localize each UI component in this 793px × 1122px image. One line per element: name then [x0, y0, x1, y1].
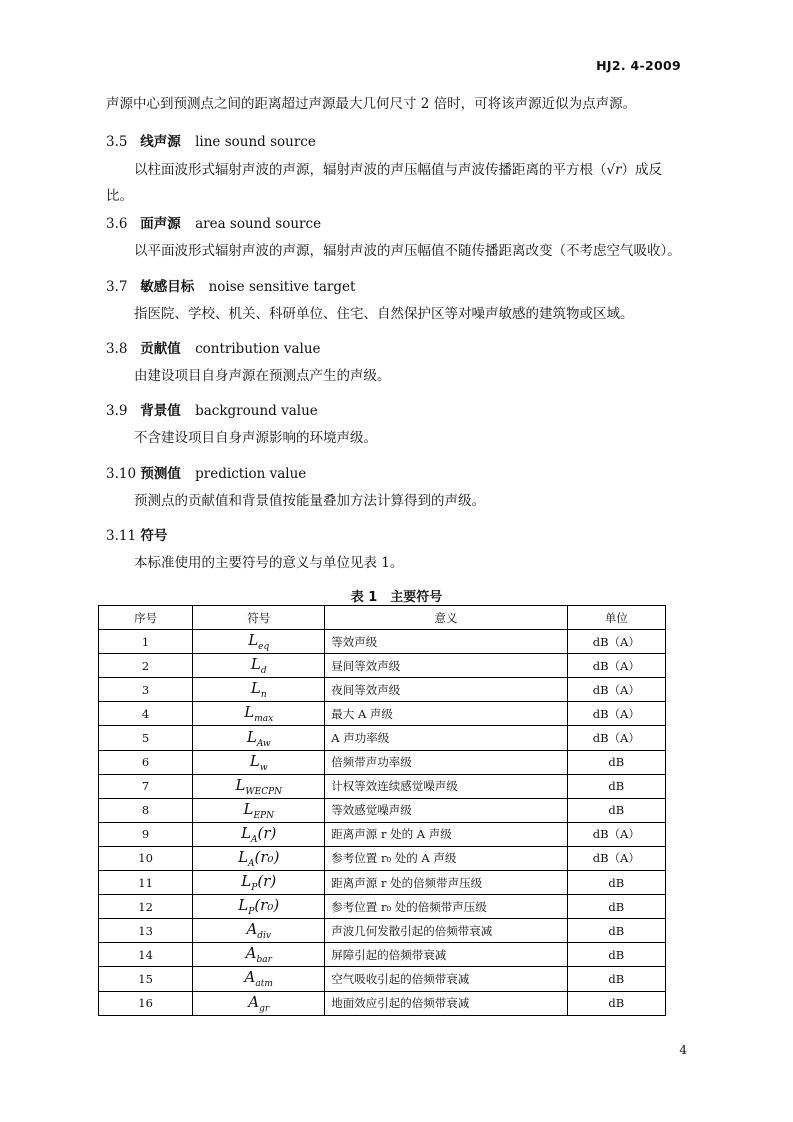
- row-symbol: [193, 871, 325, 895]
- section-3-6-body: 以平面波形式辐射声波的声源，辐射声波的声压幅值不随传播距离改变（不考虑空气吸收）。: [134, 243, 681, 259]
- document-code: HJ2. 4-2009: [596, 58, 681, 73]
- symbol-base: L: [249, 751, 260, 770]
- header-meaning: 意义: [325, 606, 567, 630]
- row-symbol: [193, 895, 325, 919]
- section-3-10-heading: [106, 462, 306, 482]
- table-row: [99, 630, 666, 654]
- table-row: [99, 798, 666, 822]
- section-number: 3.7: [106, 279, 128, 295]
- symbol-base: L: [238, 847, 249, 866]
- symbol-base: L: [238, 896, 249, 915]
- row-unit: dB（A）: [567, 654, 665, 678]
- section-3-10-body: 预测点的贡献值和背景值按能量叠加方法计算得到的声级。: [134, 493, 485, 509]
- row-meaning: 屏障引起的倍频带衰减: [325, 943, 567, 967]
- row-meaning: 参考位置 r₀ 处的倍频带声压级: [325, 895, 567, 919]
- row-number: 1: [99, 630, 193, 654]
- intro-paragraph: 声源中心到预测点之间的距离超过声源最大几何尺寸 2 倍时，可将该声源近似为点声源。: [106, 96, 637, 112]
- section-number: 3.6: [106, 216, 128, 232]
- section-term-en: line sound source: [195, 134, 316, 150]
- row-unit: dB: [567, 919, 665, 943]
- section-term: 敏感目标: [140, 279, 195, 295]
- section-3-11-heading: [106, 524, 177, 544]
- row-symbol: [193, 967, 325, 991]
- symbol-base: A: [246, 920, 258, 939]
- symbol-base: L: [243, 799, 254, 818]
- row-symbol: [193, 774, 325, 798]
- row-unit: dB（A）: [567, 846, 665, 870]
- section-term-en: area sound source: [195, 216, 322, 232]
- row-symbol: [193, 630, 325, 654]
- symbol-base: A: [244, 968, 256, 987]
- section-3-8-body: 由建设项目自身声源在预测点产生的声级。: [134, 368, 391, 384]
- row-meaning: 距离声源 r 处的 A 声级: [325, 822, 567, 846]
- table-row: [99, 967, 666, 991]
- section-term-en: prediction value: [195, 466, 307, 482]
- row-number: 11: [99, 871, 193, 895]
- row-number: 10: [99, 846, 193, 870]
- row-unit: dB: [567, 774, 665, 798]
- row-number: 13: [99, 919, 193, 943]
- row-symbol: [193, 678, 325, 702]
- row-number: 2: [99, 654, 193, 678]
- page-number: 4: [679, 1043, 687, 1057]
- symbol-argument: (r₀): [254, 896, 280, 915]
- section-term-en: contribution value: [195, 341, 321, 357]
- table-header-row: [99, 606, 666, 630]
- symbol-subscript: A: [251, 834, 258, 845]
- row-unit: dB（A）: [567, 630, 665, 654]
- table-title: 表 1 主要符号: [350, 590, 443, 605]
- row-unit: dB（A）: [567, 678, 665, 702]
- body-text-post: ）成反比。: [106, 162, 663, 204]
- symbol-subscript: div: [257, 931, 272, 942]
- row-unit: dB: [567, 871, 665, 895]
- table-row: [99, 678, 666, 702]
- symbol-base: A: [248, 992, 260, 1011]
- row-number: 15: [99, 967, 193, 991]
- symbol-argument: (r): [257, 872, 277, 891]
- symbol-base: L: [248, 631, 259, 650]
- row-unit: dB: [567, 798, 665, 822]
- section-3-9-body: 不含建设项目自身声源影响的环境声级。: [134, 430, 377, 446]
- section-number: 3.9: [106, 403, 128, 419]
- symbol-base: L: [241, 872, 252, 891]
- symbol-subscript: EPN: [253, 810, 274, 821]
- row-number: 4: [99, 702, 193, 726]
- sqrt-r-symbol: √r: [606, 162, 622, 178]
- symbol-base: L: [244, 703, 255, 722]
- row-meaning: 地面效应引起的倍频带衰减: [325, 991, 567, 1015]
- section-number: 3.5: [106, 134, 128, 150]
- row-symbol: [193, 654, 325, 678]
- table-row: [99, 726, 666, 750]
- row-symbol: [193, 919, 325, 943]
- section-number: 3.11: [106, 528, 137, 544]
- symbol-base: L: [250, 679, 261, 698]
- row-meaning: 等效声级: [325, 630, 567, 654]
- section-3-9-heading: [106, 399, 318, 419]
- symbol-base: L: [241, 823, 252, 842]
- section-term: 符号: [140, 528, 168, 544]
- row-unit: dB: [567, 895, 665, 919]
- symbol-subscript: Aw: [256, 738, 271, 749]
- row-meaning: 等效感觉噪声级: [325, 798, 567, 822]
- row-number: 3: [99, 678, 193, 702]
- table-row: [99, 919, 666, 943]
- row-meaning: 声波几何发散引起的倍频带衰减: [325, 919, 567, 943]
- row-meaning: A 声功率级: [325, 726, 567, 750]
- row-meaning: 空气吸收引起的倍频带衰减: [325, 967, 567, 991]
- symbol-subscript: max: [254, 714, 274, 725]
- section-term: 预测值: [140, 466, 181, 482]
- table-row: [99, 895, 666, 919]
- row-meaning: 最大 A 声级: [325, 702, 567, 726]
- symbol-argument: (r): [257, 823, 277, 842]
- section-3-5-heading: [106, 130, 316, 150]
- section-number: 3.8: [106, 341, 128, 357]
- table-row: [99, 774, 666, 798]
- section-term: 面声源: [140, 216, 181, 232]
- row-meaning: 参考位置 r₀ 处的 A 声级: [325, 846, 567, 870]
- section-3-6-heading: [106, 212, 321, 232]
- symbol-subscript: n: [260, 690, 267, 701]
- row-number: 8: [99, 798, 193, 822]
- row-symbol: [193, 846, 325, 870]
- row-unit: dB: [567, 750, 665, 774]
- symbol-subscript: P: [251, 883, 258, 894]
- row-symbol: [193, 702, 325, 726]
- row-unit: dB: [567, 967, 665, 991]
- row-number: 12: [99, 895, 193, 919]
- row-unit: dB: [567, 991, 665, 1015]
- row-number: 7: [99, 774, 193, 798]
- row-unit: dB（A）: [567, 726, 665, 750]
- row-meaning: 计权等效连续感觉噪声级: [325, 774, 567, 798]
- symbol-subscript: eq: [258, 642, 270, 653]
- row-meaning: 距离声源 r 处的倍频带声压级: [325, 871, 567, 895]
- row-unit: dB: [567, 943, 665, 967]
- symbol-base: L: [235, 775, 246, 794]
- section-3-11-body: 本标准使用的主要符号的意义与单位见表 1。: [134, 555, 404, 571]
- section-term: 背景值: [140, 403, 181, 419]
- table-body: [99, 630, 666, 1016]
- symbol-subscript: w: [259, 762, 268, 773]
- symbol-base: A: [245, 944, 257, 963]
- symbol-subscript: bar: [256, 955, 272, 966]
- row-number: 14: [99, 943, 193, 967]
- row-unit: dB（A）: [567, 822, 665, 846]
- table-row: [99, 822, 666, 846]
- section-3-5-body: [106, 157, 684, 209]
- row-unit: dB（A）: [567, 702, 665, 726]
- row-symbol: [193, 750, 325, 774]
- header-unit: 单位: [567, 606, 665, 630]
- row-symbol: [193, 726, 325, 750]
- row-meaning: 夜间等效声级: [325, 678, 567, 702]
- section-term: 线声源: [140, 134, 181, 150]
- row-symbol: [193, 798, 325, 822]
- section-number: 3.10: [106, 466, 137, 482]
- symbols-table: [98, 605, 666, 1016]
- symbol-subscript: A: [248, 858, 255, 869]
- symbol-subscript: P: [248, 907, 255, 918]
- row-number: 16: [99, 991, 193, 1015]
- symbol-subscript: WECPN: [245, 786, 283, 797]
- symbol-base: L: [250, 655, 261, 674]
- symbol-subscript: atm: [255, 979, 273, 990]
- table-row: [99, 991, 666, 1015]
- table-row: [99, 750, 666, 774]
- row-symbol: [193, 943, 325, 967]
- symbol-argument: (r₀): [254, 847, 280, 866]
- header-no: 序号: [99, 606, 193, 630]
- symbol-subscript: d: [260, 666, 267, 677]
- section-3-7-body: 指医院、学校、机关、科研单位、住宅、自然保护区等对噪声敏感的建筑物或区域。: [134, 306, 634, 322]
- symbol-subscript: gr: [259, 1003, 270, 1014]
- row-symbol: [193, 991, 325, 1015]
- table-row: [99, 871, 666, 895]
- header-symbol: 符号: [193, 606, 325, 630]
- symbol-base: L: [246, 727, 257, 746]
- row-symbol: [193, 822, 325, 846]
- row-number: 6: [99, 750, 193, 774]
- section-3-7-heading: [106, 275, 355, 295]
- section-3-8-heading: [106, 337, 321, 357]
- row-meaning: 倍频带声功率级: [325, 750, 567, 774]
- body-text-pre: 以柱面波形式辐射声波的声源，辐射声波的声压幅值与声波传播距离的平方根（: [134, 162, 607, 178]
- row-number: 5: [99, 726, 193, 750]
- section-term-en: background value: [195, 403, 318, 419]
- row-meaning: 昼间等效声级: [325, 654, 567, 678]
- table-row: [99, 702, 666, 726]
- section-term-en: noise sensitive target: [208, 279, 356, 295]
- table-row: [99, 654, 666, 678]
- row-number: 9: [99, 822, 193, 846]
- table-row: [99, 943, 666, 967]
- section-term: 贡献值: [140, 341, 181, 357]
- table-row: [99, 846, 666, 870]
